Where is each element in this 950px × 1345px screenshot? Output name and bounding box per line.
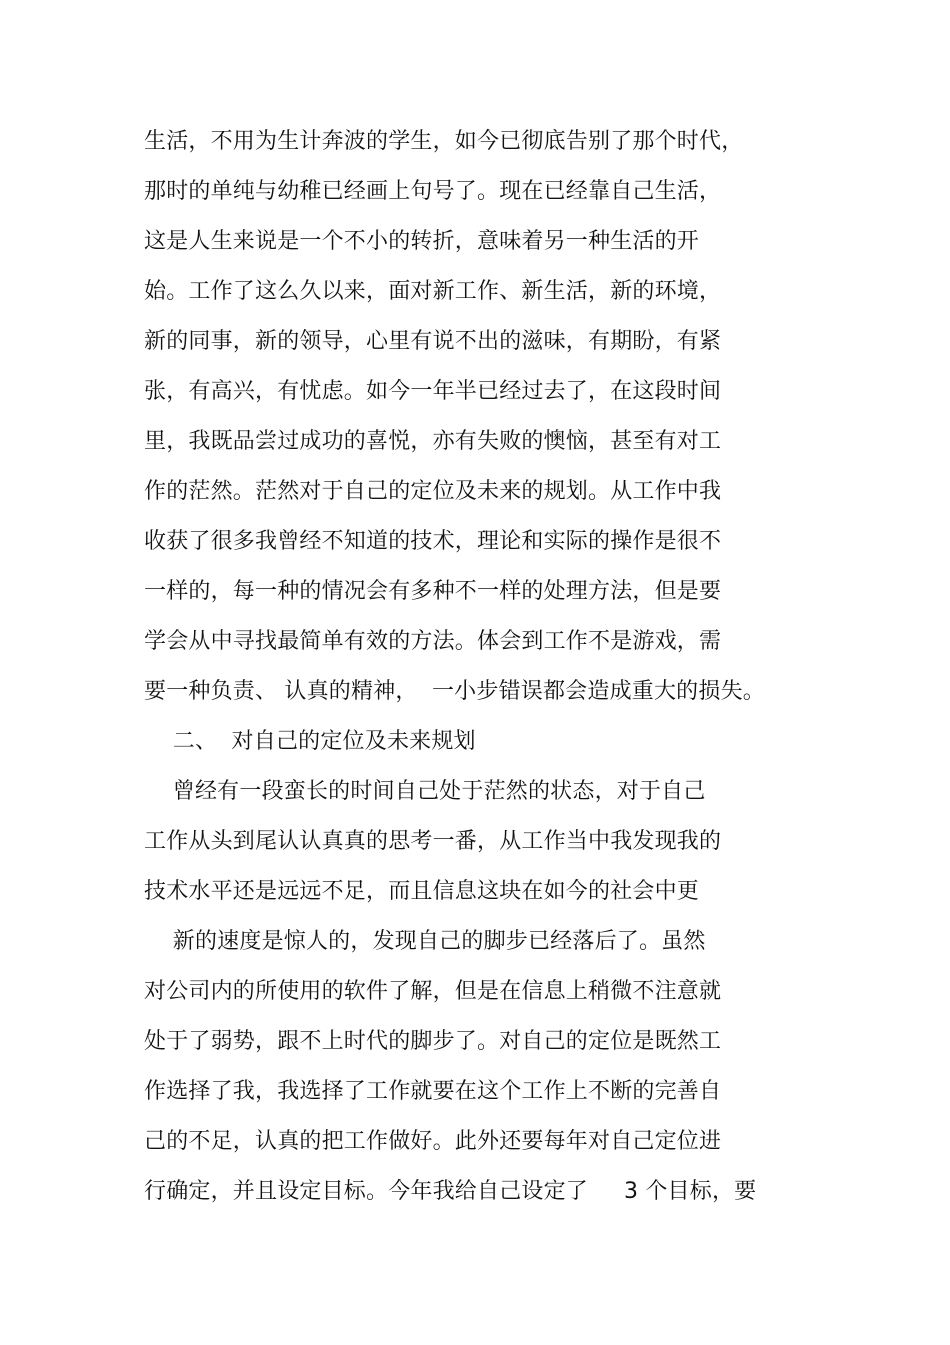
text-line: 处于了弱势，跟不上时代的脚步了。对自己的定位是既然工 [144, 1029, 722, 1054]
text-line: 工作从头到尾认认真真的思考一番，从工作当中我发现我的 [144, 829, 722, 854]
text-line: 对公司内的所使用的软件了解，但是在信息上稍微不注意就 [144, 979, 722, 1004]
text-line: 那时的单纯与幼稚已经画上句号了。现在已经靠自己生活， [144, 179, 722, 204]
text-line: 己的不足，认真的把工作做好。此外还要每年对自己定位进 [144, 1129, 722, 1154]
section-heading: 二、 对自己的定位及未来规划 [144, 729, 476, 754]
text-line: 生活，不用为生计奔波的学生，如今已彻底告别了那个时代， [144, 129, 744, 154]
text-line: 一样的，每一种的情况会有多种不一样的处理方法，但是要 [144, 579, 722, 604]
text-line: 行确定，并且设定目标。今年我给自己设定了 3 个目标，要 [144, 1179, 757, 1204]
text-line: 收获了很多我曾经不知道的技术，理论和实际的操作是很不 [144, 529, 722, 554]
text-line: 作选择了我，我选择了工作就要在这个工作上不断的完善自 [144, 1079, 722, 1104]
text-line: 新的速度是惊人的，发现自己的脚步已经落后了。虽然 [144, 929, 706, 954]
text-line: 新的同事，新的领导，心里有说不出的滋味，有期盼，有紧 [144, 329, 722, 354]
text-line: 这是人生来说是一个不小的转折，意味着另一种生活的开 [144, 229, 700, 254]
text-line: 学会从中寻找最简单有效的方法。体会到工作不是游戏，需 [144, 629, 722, 654]
text-line: 里，我既品尝过成功的喜悦，亦有失败的懊恼，甚至有对工 [144, 429, 722, 454]
text-line: 曾经有一段蛮长的时间自己处于茫然的状态，对于自己 [144, 779, 706, 804]
text-line: 张，有高兴，有忧虑。如今一年半已经过去了，在这段时间 [144, 379, 722, 404]
text-line: 作的茫然。茫然对于自己的定位及未来的规划。从工作中我 [144, 479, 722, 504]
text-line: 要一种负责、 认真的精神， 一小步错误都会造成重大的损失。 [144, 679, 765, 704]
text-line: 始。工作了这么久以来，面对新工作、新生活，新的环境， [144, 279, 722, 304]
text-line: 技术水平还是远远不足，而且信息这块在如今的社会中更 [144, 879, 700, 904]
